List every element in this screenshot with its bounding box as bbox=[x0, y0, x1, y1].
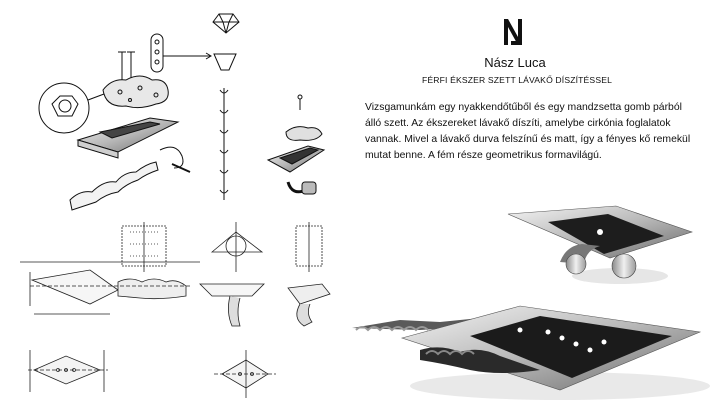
project-subtitle: FÉRFI ÉKSZER SZETT LÁVAKŐ DÍSZÍTÉSSEL bbox=[421, 75, 613, 85]
gemstone-sketch bbox=[213, 14, 239, 33]
tie-bar-sketch bbox=[70, 162, 158, 210]
lava-stone-sketch bbox=[103, 76, 168, 108]
setting-sketch bbox=[214, 54, 236, 70]
project-description: Vizsgamunkám egy nyakkendőtűből és egy mandzsetta gomb párból álló szett. Az ékszereket lávakő díszíti, amelybe cirkónia foglalatok vannak. Mivel a lávakő durva felszínű és matt, így a fényes kő remekül mutat benne. A fém része geometrikus formavilágú. bbox=[365, 102, 691, 161]
technical-drawings bbox=[20, 222, 330, 398]
author-name: Nász Luca bbox=[484, 55, 546, 70]
cufflink-exploded-drawing bbox=[268, 95, 324, 194]
exploded-assembly-drawing bbox=[39, 14, 239, 210]
tie-bar-render bbox=[352, 306, 710, 400]
cufflink-render bbox=[508, 206, 692, 284]
